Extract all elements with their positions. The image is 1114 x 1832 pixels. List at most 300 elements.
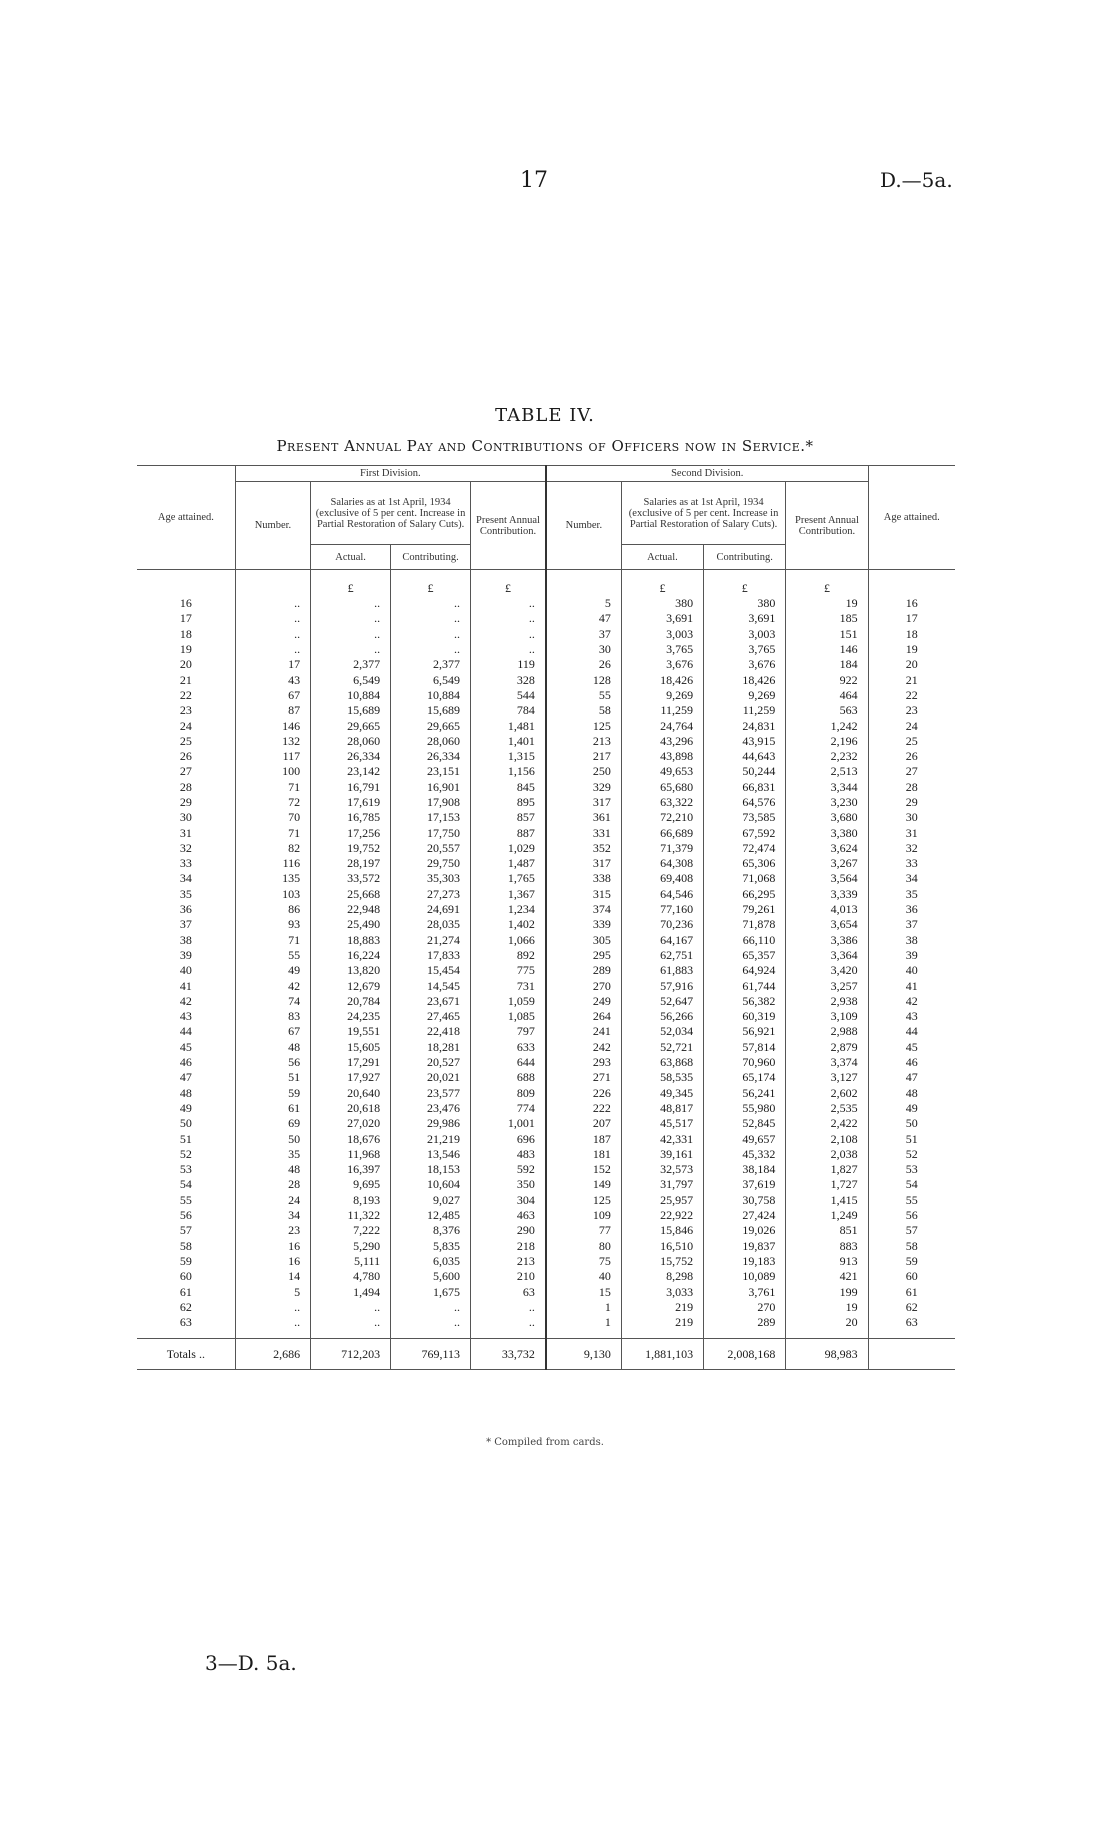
cell-first-number: 56 — [235, 1055, 310, 1070]
cell-second-number: 249 — [546, 994, 621, 1009]
cell-age: 41 — [179, 978, 192, 993]
totals-first-actual: 712,203 — [311, 1339, 391, 1370]
cell-age: 21 — [179, 672, 192, 687]
cell-second-contributing: 79,261 — [704, 902, 786, 917]
cell-first-actual: 17,927 — [311, 1070, 391, 1085]
table-body — [137, 570, 955, 1331]
cell-first-actual: 22,948 — [311, 902, 391, 917]
cell-age-right: 34 — [868, 871, 955, 886]
cell-first-present: 775 — [471, 963, 546, 978]
cell-first-contributing: 2,377 — [391, 657, 471, 672]
cell-second-actual: 219 — [621, 1315, 703, 1330]
header-second-actual: Actual. — [621, 545, 703, 570]
cell-first-number: 59 — [235, 1086, 310, 1101]
cell-first-present: 1,487 — [471, 856, 546, 871]
cell-first-contributing: 12,485 — [391, 1208, 471, 1223]
cell-first-actual: 11,968 — [311, 1147, 391, 1162]
cell-second-contributing: 67,592 — [704, 825, 786, 840]
cell-second-present: 20 — [786, 1315, 868, 1330]
cell-second-present: 199 — [786, 1284, 868, 1299]
cell-first-actual: 1,494 — [311, 1284, 391, 1299]
cell-age: 53 — [179, 1162, 192, 1177]
table-row — [137, 795, 955, 810]
cell-first-present: 887 — [471, 825, 546, 840]
cell-first-contributing: 10,884 — [391, 688, 471, 703]
cell-second-actual: 3,033 — [621, 1284, 703, 1299]
cell-second-contributing: 45,332 — [704, 1147, 786, 1162]
cell-second-actual: 77,160 — [621, 902, 703, 917]
cell-age-right: 22 — [868, 688, 955, 703]
cell-second-actual: 56,266 — [621, 1009, 703, 1024]
cell-first-number: .. — [235, 627, 310, 642]
cell-second-contributing: 3,676 — [704, 657, 786, 672]
cell-age: 63 — [179, 1315, 192, 1330]
cell-first-number: 50 — [235, 1131, 310, 1146]
cell-first-present: .. — [471, 627, 546, 642]
cell-second-number: 1 — [546, 1300, 621, 1315]
cell-age: 27 — [179, 764, 192, 779]
cell-first-number: 74 — [235, 994, 310, 1009]
cell-second-number: 250 — [546, 764, 621, 779]
cell-second-number: 125 — [546, 1193, 621, 1208]
cell-first-present: 1,315 — [471, 749, 546, 764]
totals-first-number: 2,686 — [235, 1339, 310, 1370]
cell-second-number: 77 — [546, 1223, 621, 1238]
cell-age: 35 — [179, 886, 192, 901]
cell-first-contributing: 26,334 — [391, 749, 471, 764]
cell-second-actual: 3,691 — [621, 611, 703, 626]
cell-age: 19 — [179, 642, 192, 657]
unit-pound-second-present: £ — [786, 570, 868, 597]
cell-age: 18 — [179, 626, 192, 641]
table-row — [137, 703, 955, 718]
header-first-actual: Actual. — [311, 545, 391, 570]
table-row — [137, 917, 955, 932]
cell-first-contributing: 17,833 — [391, 948, 471, 963]
cell-age-right: 46 — [868, 1055, 955, 1070]
cell-age: 55 — [179, 1192, 192, 1207]
cell-first-contributing: 27,465 — [391, 1009, 471, 1024]
cell-first-actual: 8,193 — [311, 1193, 391, 1208]
cell-second-present: 1,242 — [786, 718, 868, 733]
cell-second-actual: 32,573 — [621, 1162, 703, 1177]
cell-first-actual: 16,791 — [311, 780, 391, 795]
table-row — [137, 1300, 955, 1315]
cell-second-present: 3,374 — [786, 1055, 868, 1070]
header-second-contributing: Contributing. — [704, 545, 786, 570]
cell-second-number: 40 — [546, 1269, 621, 1284]
cell-second-contributing: 10,089 — [704, 1269, 786, 1284]
cell-first-present: 290 — [471, 1223, 546, 1238]
table-title: TABLE IV. — [495, 405, 595, 426]
table-footer — [137, 1330, 955, 1370]
cell-age-right: 35 — [868, 887, 955, 902]
cell-first-number: 71 — [235, 780, 310, 795]
cell-age: 40 — [179, 963, 192, 978]
cell-first-number: .. — [235, 1315, 310, 1330]
cell-first-number: 5 — [235, 1284, 310, 1299]
table-row — [137, 1238, 955, 1253]
cell-age: 22 — [179, 687, 192, 702]
cell-first-contributing: .. — [391, 1300, 471, 1315]
cell-second-actual: 62,751 — [621, 948, 703, 963]
cell-second-number: 1 — [546, 1315, 621, 1330]
cell-second-actual: 49,345 — [621, 1086, 703, 1101]
table-row — [137, 1208, 955, 1223]
cell-first-number: 55 — [235, 948, 310, 963]
cell-first-present: 688 — [471, 1070, 546, 1085]
cell-age-right: 31 — [868, 825, 955, 840]
table-header — [137, 466, 955, 570]
cell-age: 56 — [179, 1208, 192, 1223]
cell-first-actual: 15,689 — [311, 703, 391, 718]
cell-first-present: 1,029 — [471, 841, 546, 856]
cell-first-actual: 15,605 — [311, 1040, 391, 1055]
cell-second-number: 305 — [546, 933, 621, 948]
table-row — [137, 1193, 955, 1208]
table-row — [137, 1162, 955, 1177]
cell-second-number: 149 — [546, 1177, 621, 1192]
cell-first-actual: 9,695 — [311, 1177, 391, 1192]
cell-age-right: 43 — [868, 1009, 955, 1024]
cell-first-contributing: 23,577 — [391, 1086, 471, 1101]
unit-cell-empty — [868, 570, 955, 597]
cell-first-contributing: 18,281 — [391, 1040, 471, 1055]
cell-first-contributing: 15,454 — [391, 963, 471, 978]
cell-second-contributing: 3,003 — [704, 627, 786, 642]
cell-second-present: 3,680 — [786, 810, 868, 825]
cell-first-present: 1,402 — [471, 917, 546, 932]
cell-second-contributing: 19,026 — [704, 1223, 786, 1238]
cell-age-right: 63 — [868, 1315, 955, 1330]
cell-age: 32 — [179, 840, 192, 855]
cell-age: 52 — [179, 1146, 192, 1161]
table-row — [137, 688, 955, 703]
cell-second-present: 2,988 — [786, 1024, 868, 1039]
cell-first-contributing: 6,549 — [391, 672, 471, 687]
cell-age-right: 59 — [868, 1254, 955, 1269]
cell-first-actual: .. — [311, 1315, 391, 1330]
cell-first-contributing: 28,035 — [391, 917, 471, 932]
totals-cell-empty — [868, 1339, 955, 1370]
cell-first-contributing: 5,835 — [391, 1238, 471, 1253]
cell-second-actual: 16,510 — [621, 1238, 703, 1253]
cell-second-number: 213 — [546, 734, 621, 749]
cell-second-contributing: 380 — [704, 596, 786, 611]
totals-second-present: 98,983 — [786, 1339, 868, 1370]
cell-second-contributing: 55,980 — [704, 1101, 786, 1116]
cell-second-contributing: 270 — [704, 1300, 786, 1315]
cell-first-actual: 5,290 — [311, 1238, 391, 1253]
cell-second-present: 1,249 — [786, 1208, 868, 1223]
cell-second-contributing: 65,357 — [704, 948, 786, 963]
cell-age: 24 — [179, 718, 192, 733]
cell-second-present: 3,127 — [786, 1070, 868, 1085]
cell-first-actual: 20,618 — [311, 1101, 391, 1116]
header-first-number: Number. — [235, 482, 310, 570]
cell-first-contributing: 28,060 — [391, 734, 471, 749]
cell-first-actual: 16,224 — [311, 948, 391, 963]
cell-age-right: 36 — [868, 902, 955, 917]
cell-first-number: 70 — [235, 810, 310, 825]
cell-first-number: 61 — [235, 1101, 310, 1116]
cell-first-number: 146 — [235, 718, 310, 733]
table-row — [137, 1315, 955, 1330]
cell-second-number: 317 — [546, 795, 621, 810]
cell-second-actual: 49,653 — [621, 764, 703, 779]
cell-first-present: 774 — [471, 1101, 546, 1116]
cell-first-contributing: 21,274 — [391, 933, 471, 948]
cell-first-actual: 11,322 — [311, 1208, 391, 1223]
totals-first-present: 33,732 — [471, 1339, 546, 1370]
cell-first-present: .. — [471, 596, 546, 611]
cell-first-actual: .. — [311, 611, 391, 626]
table-row — [137, 1131, 955, 1146]
cell-first-present: 463 — [471, 1208, 546, 1223]
cell-second-actual: 71,379 — [621, 841, 703, 856]
cell-age: 26 — [179, 749, 192, 764]
cell-first-number: 117 — [235, 749, 310, 764]
footnote: * Compiled from cards. — [486, 1437, 604, 1448]
unit-pound-first-present: £ — [471, 570, 546, 597]
cell-age: 37 — [179, 917, 192, 932]
cell-first-present: 1,066 — [471, 933, 546, 948]
cell-second-contributing: 66,110 — [704, 933, 786, 948]
cell-second-present: 3,267 — [786, 856, 868, 871]
page-number: 17 — [520, 168, 548, 193]
cell-age-right: 50 — [868, 1116, 955, 1131]
cell-first-present: 644 — [471, 1055, 546, 1070]
cell-age: 29 — [179, 795, 192, 809]
cell-age-right: 48 — [868, 1086, 955, 1101]
cell-second-present: 3,344 — [786, 780, 868, 795]
cell-second-number: 47 — [546, 611, 621, 626]
cell-age: 47 — [179, 1070, 192, 1085]
cell-second-contributing: 3,765 — [704, 642, 786, 657]
cell-second-number: 315 — [546, 887, 621, 902]
cell-first-actual: 28,060 — [311, 734, 391, 749]
cell-second-contributing: 19,837 — [704, 1238, 786, 1253]
cell-first-number: 43 — [235, 672, 310, 687]
cell-second-number: 15 — [546, 1284, 621, 1299]
cell-first-number: 116 — [235, 856, 310, 871]
table-row — [137, 764, 955, 779]
cell-first-actual: 24,235 — [311, 1009, 391, 1024]
cell-second-contributing: 49,657 — [704, 1131, 786, 1146]
cell-second-present: 922 — [786, 672, 868, 687]
totals-second-number: 9,130 — [546, 1339, 621, 1370]
cell-second-actual: 31,797 — [621, 1177, 703, 1192]
cell-first-present: 210 — [471, 1269, 546, 1284]
cell-age-right: 39 — [868, 948, 955, 963]
cell-age: 57 — [179, 1223, 192, 1238]
unit-cell-empty — [546, 570, 621, 597]
cell-second-number: 55 — [546, 688, 621, 703]
totals-row — [137, 1339, 955, 1370]
cell-first-actual: 18,883 — [311, 933, 391, 948]
cell-first-number: .. — [235, 1300, 310, 1315]
cell-second-actual: 52,647 — [621, 994, 703, 1009]
cell-age: 36 — [179, 902, 192, 917]
cell-second-actual: 24,764 — [621, 718, 703, 733]
cell-second-present: 1,415 — [786, 1193, 868, 1208]
cell-first-present: 797 — [471, 1024, 546, 1039]
table-row — [137, 841, 955, 856]
cell-second-actual: 63,322 — [621, 795, 703, 810]
cell-second-present: 563 — [786, 703, 868, 718]
cell-second-present: 2,196 — [786, 734, 868, 749]
cell-age-right: 27 — [868, 764, 955, 779]
cell-second-actual: 70,236 — [621, 917, 703, 932]
cell-second-contributing: 44,643 — [704, 749, 786, 764]
cell-second-contributing: 64,576 — [704, 795, 786, 810]
cell-first-actual: 10,884 — [311, 688, 391, 703]
cell-age-right: 47 — [868, 1070, 955, 1085]
cell-second-actual: 3,676 — [621, 657, 703, 672]
cell-age-right: 17 — [868, 611, 955, 626]
cell-second-actual: 64,308 — [621, 856, 703, 871]
cell-age-right: 26 — [868, 749, 955, 764]
cell-first-present: 1,234 — [471, 902, 546, 917]
table-row — [137, 994, 955, 1009]
cell-first-number: 87 — [235, 703, 310, 718]
header-second-salaries: Salaries as at 1st April, 1934 (exclusive of 5 per cent. Increase in Partial Restoration of Salary Cuts). — [621, 482, 786, 545]
cell-second-number: 352 — [546, 841, 621, 856]
cell-first-present: 1,085 — [471, 1009, 546, 1024]
cell-first-contributing: 22,418 — [391, 1024, 471, 1039]
cell-first-contributing: 6,035 — [391, 1254, 471, 1269]
cell-first-number: 17 — [235, 657, 310, 672]
cell-second-actual: 64,546 — [621, 887, 703, 902]
cell-second-actual: 9,269 — [621, 688, 703, 703]
cell-age-right: 40 — [868, 963, 955, 978]
cell-first-actual: 16,397 — [311, 1162, 391, 1177]
cell-age: 48 — [179, 1085, 192, 1100]
cell-second-actual: 219 — [621, 1300, 703, 1315]
cell-age-right: 30 — [868, 810, 955, 825]
cell-second-contributing: 65,306 — [704, 856, 786, 871]
cell-age: 44 — [179, 1024, 192, 1039]
cell-second-present: 3,109 — [786, 1009, 868, 1024]
cell-age-right: 20 — [868, 657, 955, 672]
cell-first-contributing: .. — [391, 627, 471, 642]
cell-age-right: 62 — [868, 1300, 955, 1315]
cell-first-number: 48 — [235, 1040, 310, 1055]
cell-first-actual: 4,780 — [311, 1269, 391, 1284]
cell-first-present: .. — [471, 1300, 546, 1315]
cell-second-actual: 3,003 — [621, 627, 703, 642]
cell-first-number: 69 — [235, 1116, 310, 1131]
cell-age: 38 — [179, 932, 192, 947]
cell-age: 39 — [179, 947, 192, 962]
cell-second-present: 3,564 — [786, 871, 868, 886]
cell-first-actual: 19,752 — [311, 841, 391, 856]
cell-second-contributing: 66,831 — [704, 780, 786, 795]
cell-age: 61 — [179, 1284, 192, 1299]
cell-second-actual: 15,752 — [621, 1254, 703, 1269]
cell-age: 43 — [179, 1009, 192, 1024]
cell-second-actual: 52,034 — [621, 1024, 703, 1039]
cell-first-actual: 16,785 — [311, 810, 391, 825]
cell-second-number: 331 — [546, 825, 621, 840]
cell-second-number: 5 — [546, 596, 621, 611]
cell-first-present: 892 — [471, 948, 546, 963]
cell-second-actual: 25,957 — [621, 1193, 703, 1208]
cell-second-contributing: 9,269 — [704, 688, 786, 703]
cell-first-present: 119 — [471, 657, 546, 672]
cell-second-number: 207 — [546, 1116, 621, 1131]
cell-second-present: 421 — [786, 1269, 868, 1284]
cell-second-present: 1,727 — [786, 1177, 868, 1192]
cell-first-number: 67 — [235, 688, 310, 703]
cell-first-present: 1,481 — [471, 718, 546, 733]
cell-first-contributing: 17,908 — [391, 795, 471, 810]
table-row — [137, 1223, 955, 1238]
cell-first-contributing: .. — [391, 611, 471, 626]
header-age-attained: Age attained. — [137, 466, 235, 570]
cell-second-number: 295 — [546, 948, 621, 963]
cell-second-present: 2,535 — [786, 1101, 868, 1116]
cell-age-right: 42 — [868, 994, 955, 1009]
cell-first-number: 93 — [235, 917, 310, 932]
unit-pound-second-contributing: £ — [704, 570, 786, 597]
cell-second-present: 2,602 — [786, 1086, 868, 1101]
cell-age-right: 23 — [868, 703, 955, 718]
cell-first-contributing: 23,151 — [391, 764, 471, 779]
cell-second-number: 187 — [546, 1131, 621, 1146]
cell-second-present: 151 — [786, 627, 868, 642]
cell-second-present: 19 — [786, 1300, 868, 1315]
cell-second-actual: 58,535 — [621, 1070, 703, 1085]
cell-first-actual: 2,377 — [311, 657, 391, 672]
cell-first-actual: 17,291 — [311, 1055, 391, 1070]
cell-second-present: 2,232 — [786, 749, 868, 764]
cell-age-right: 44 — [868, 1024, 955, 1039]
cell-first-number: 16 — [235, 1254, 310, 1269]
cell-second-actual: 11,259 — [621, 703, 703, 718]
cell-first-present: 696 — [471, 1131, 546, 1146]
cell-second-contributing: 18,426 — [704, 672, 786, 687]
cell-first-actual: 18,676 — [311, 1131, 391, 1146]
header-first-present-contribution: Present Annual Contribution. — [471, 482, 546, 570]
cell-first-contributing: 9,027 — [391, 1193, 471, 1208]
cell-age-right: 49 — [868, 1101, 955, 1116]
cell-first-actual: 23,142 — [311, 764, 391, 779]
cell-first-number: 48 — [235, 1162, 310, 1177]
cell-first-actual: .. — [311, 627, 391, 642]
cell-first-contributing: 16,901 — [391, 780, 471, 795]
cell-first-actual: 29,665 — [311, 718, 391, 733]
cell-age-right: 29 — [868, 795, 955, 810]
cell-second-actual: 15,846 — [621, 1223, 703, 1238]
cell-first-actual: 27,020 — [311, 1116, 391, 1131]
cell-first-contributing: 29,750 — [391, 856, 471, 871]
cell-age-right: 60 — [868, 1269, 955, 1284]
cell-second-actual: 42,331 — [621, 1131, 703, 1146]
cell-first-actual: .. — [311, 1300, 391, 1315]
cell-first-number: 71 — [235, 825, 310, 840]
cell-age: 33 — [179, 856, 192, 871]
cell-second-actual: 72,210 — [621, 810, 703, 825]
header-first-contributing: Contributing. — [391, 545, 471, 570]
cell-first-actual: 12,679 — [311, 978, 391, 993]
cell-second-actual: 8,298 — [621, 1269, 703, 1284]
cell-age-right: 16 — [868, 596, 955, 611]
unit-pound-first-contributing: £ — [391, 570, 471, 597]
table-row — [137, 1147, 955, 1162]
table-row — [137, 1269, 955, 1284]
cell-second-number: 217 — [546, 749, 621, 764]
